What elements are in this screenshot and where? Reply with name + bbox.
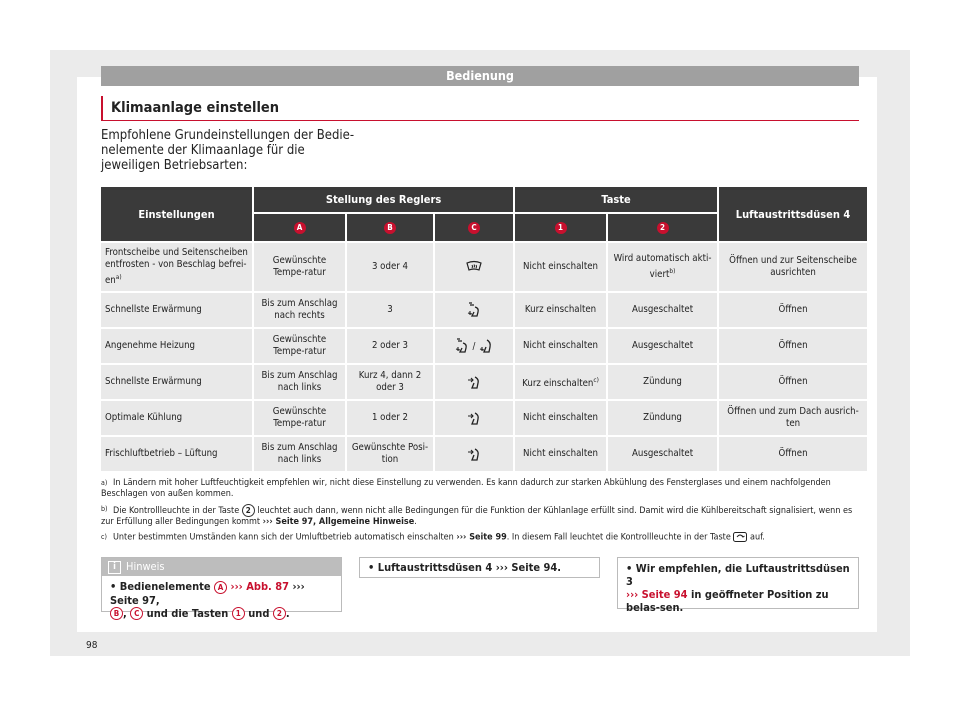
table-row (101, 293, 867, 327)
row-a: Gewünschte Tempe-ratur (254, 243, 345, 291)
airflow-face-icon (466, 410, 482, 426)
row-a: Bis zum Anschlag nach rechts (254, 293, 345, 327)
page-number: 98 (86, 640, 98, 651)
row-d: Öffnen und zur Seitenscheibe ausrichten (719, 243, 867, 291)
row-a: Gewünschte Tempe-ratur (254, 401, 345, 435)
row-t2: Wird automatisch akti-viert$^{b)}$ (608, 243, 717, 291)
row-t2: Ausgeschaltet (608, 293, 717, 327)
table-row (101, 401, 867, 435)
badge-2: 2 (242, 504, 255, 517)
row-setting: Optimale Kühlung (101, 401, 252, 435)
footnote-a: a) In Ländern mit hoher Luftfeuchtigkeit empfehlen wir, nicht diese Einstellung zu verwenden. Es kann dadurch zur starken Abkühlung des Fensterglases und einem nachfolgenden Beschlagen von außen kommen. (101, 478, 831, 499)
row-d: Öffnen und zum Dach ausrich-ten (719, 401, 867, 435)
airflow-windshield-footwell-icon (454, 338, 470, 354)
row-b: Kurz 4, dann 2 oder 3 (347, 365, 433, 399)
recirculation-icon (733, 532, 747, 542)
row-t1: Nicht einschalten (515, 243, 606, 291)
row-c (435, 329, 513, 363)
row-d: Öffnen (719, 293, 867, 327)
info-box-duesen-4 (359, 557, 600, 578)
badge-1: 1 (232, 607, 245, 620)
intro-text: Empfohlene Grundeinstellungen der Bedie-nelemente der Klimaanlage für die jeweiligen Betriebsarten: (101, 128, 355, 173)
info-box-duesen-3 (617, 557, 859, 614)
col-sub-2 (608, 214, 717, 241)
row-t1: Nicht einschalten (515, 329, 606, 363)
badge-a: A (214, 581, 227, 594)
col-header-stellung: Stellung des Reglers (254, 187, 513, 212)
row-b: 3 oder 4 (347, 243, 433, 291)
footnote-c: c) Unter bestimmten Umständen kann sich der Umluftbetrieb automatisch einschalten ››› Seite 99. In diesem Fall leuchtet die Kontrollleuchte in der Taste auf. (101, 532, 765, 543)
link-seite-94[interactable]: ››› Seite 94 (495, 561, 558, 574)
row-b: Gewünschte Posi-tion (347, 437, 433, 471)
table-row (101, 329, 867, 363)
col-header-einstellungen: Einstellungen (101, 187, 252, 241)
row-c (435, 401, 513, 435)
row-c (435, 437, 513, 471)
col-sub-c (435, 214, 513, 241)
row-d: Öffnen (719, 329, 867, 363)
link-abb-87[interactable]: Abb. 87 (246, 580, 290, 593)
row-t2: Ausgeschaltet (608, 437, 717, 471)
table-row (101, 437, 867, 471)
row-t2: Zündung (608, 401, 717, 435)
col-header-taste: Taste (515, 187, 717, 212)
col-sub-1 (515, 214, 606, 241)
settings-table (99, 185, 869, 473)
row-t2: Zündung (608, 365, 717, 399)
badge-b: B (110, 607, 123, 620)
row-t1: Kurz einschalten$^{c)}$ (515, 365, 606, 399)
row-d: Öffnen (719, 437, 867, 471)
table-row (101, 243, 867, 291)
icon-separator: / (472, 341, 476, 352)
link-seite-97[interactable]: ››› Seite 97, (110, 580, 305, 607)
row-c (435, 293, 513, 327)
row-setting: Frischluftbetrieb – Lüftung (101, 437, 252, 471)
airflow-footwell-icon (478, 338, 494, 354)
row-a: Bis zum Anschlag nach links (254, 365, 345, 399)
box2-body: • Luftaustrittsdüsen 4 ››› Seite 94. (368, 561, 562, 574)
row-t1: Kurz einschalten (515, 293, 606, 327)
info-icon: i (108, 561, 121, 574)
page-title: Klimaanlage einstellen (101, 96, 859, 121)
airflow-face-icon (466, 446, 482, 462)
badge-c: C (468, 222, 480, 234)
row-t1: Nicht einschalten (515, 401, 606, 435)
box3-body: • Wir empfehlen, die Luftaustrittsdüsen 3 ››› Seite 94 in geöffneter Position zu belas-sen. (626, 562, 850, 614)
row-a: Bis zum Anschlag nach links (254, 437, 345, 471)
row-setting: Angenehme Heizung (101, 329, 252, 363)
col-sub-a (254, 214, 345, 241)
row-b: 2 oder 3 (347, 329, 433, 363)
hinweis-box (101, 557, 342, 620)
link-seite-94[interactable]: ››› Seite 94 (626, 588, 688, 601)
row-b: 3 (347, 293, 433, 327)
badge-c: C (130, 607, 143, 620)
badge-2: 2 (657, 222, 669, 234)
row-a: Gewünschte Tempe-ratur (254, 329, 345, 363)
hinweis-body: • Bedienelemente A ››› Abb. 87 ››› Seite 97, B , C und die Tasten 1 und 2 . (110, 580, 305, 620)
row-t2: Ausgeschaltet (608, 329, 717, 363)
col-sub-b (347, 214, 433, 241)
col-header-duesen: Luftaustrittsdüsen 4 (719, 187, 867, 241)
link-seite-99[interactable]: ››› Seite 99 (456, 532, 507, 543)
row-t1: Nicht einschalten (515, 437, 606, 471)
badge-b: B (384, 222, 396, 234)
footnote-b: b) Die Kontrollleuchte in der Taste 2 leuchtet auch dann, wenn nicht alle Bedingungen für die Funktion der Kühlanlage erfüllt sind. Damit wird die Kühlbereitschaft signalisiert, wenn es zur Erfüllung aller Bedingungen kommt ››› Seite 97, Allgemeine Hinweise. (101, 505, 853, 527)
badge-2: 2 (273, 607, 286, 620)
badge-1: 1 (555, 222, 567, 234)
airflow-windshield-footwell-icon (466, 302, 482, 318)
section-header: Bedienung (101, 66, 859, 86)
row-b: 1 oder 2 (347, 401, 433, 435)
badge-a: A (294, 222, 306, 234)
row-setting: Schnellste Erwärmung (101, 365, 252, 399)
airflow-face-icon (466, 374, 482, 390)
row-d: Öffnen (719, 365, 867, 399)
row-setting: Schnellste Erwärmung (101, 293, 252, 327)
hinweis-header: i Hinweis (102, 558, 341, 576)
link-seite-97[interactable]: ››› Seite 97, Allgemeine Hinweise (262, 517, 415, 527)
windshield-defrost-icon (466, 260, 482, 274)
row-c (435, 365, 513, 399)
row-setting: Frontscheibe und Seitenscheiben entfrosten - von Beschlag befrei-$en^{a)}$ (101, 243, 252, 291)
row-c (435, 243, 513, 291)
table-row (101, 365, 867, 399)
